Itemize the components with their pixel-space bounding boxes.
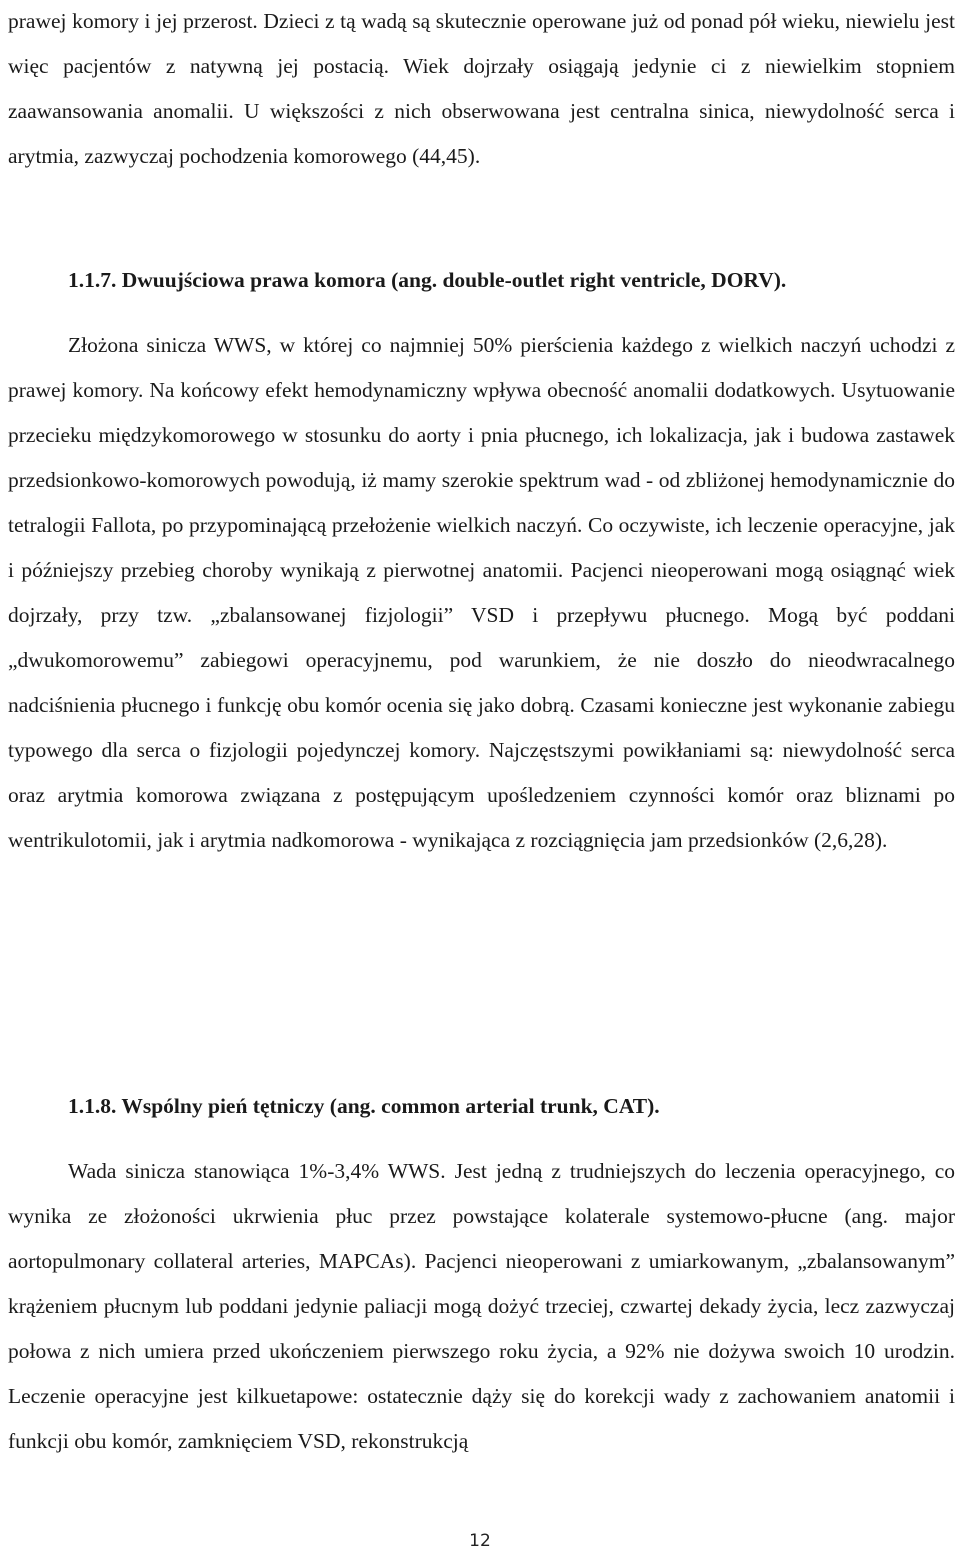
paragraph-cat: Wada sinicza stanowiąca 1%-3,4% WWS. Jest jedną z trudniejszych do leczenia operacyjnego, co wynika ze złożoności ukrwienia płuc przez powstające kolaterale systemowo-płucne (ang. major aortopulmonary collateral arteries, MAPCAs). Pacjenci nieoperowani z umiarkowanym, „zbalansowanym” krążeniem płucnym lub poddani jedynie paliacji mogą dożyć trzeciej, czwartej dekady życia, lecz zazwyczaj połowa z nich umiera przed ukończeniem pierwszego roku życia, a 92% nie dożywa swoich 10 urodzin. Leczenie operacyjne jest kilkuetapowe: ostatecznie dąży się do korekcji wady z zachowaniem anatomii i funkcji obu komór, zamknięciem VSD, rekonstrukcją	[8, 1159, 955, 1453]
section-heading-dorv: 1.1.7. Dwuujściowa prawa komora (ang. double-outlet right ventricle, DORV).	[68, 268, 787, 292]
section-heading-cat: 1.1.8. Wspólny pień tętniczy (ang. common arterial trunk, CAT).	[68, 1094, 660, 1118]
paragraph-intro: prawej komory i jej przerost. Dzieci z tą wadą są skutecznie operowane już od ponad pół wieku, niewielu jest więc pacjentów z natywną jej postacią. Wiek dojrzały osiągają jedynie ci z niewielkim stopniem zaawansowania anomalii. U większości z nich obserwowana jest centralna sinica, niewydolność serca i arytmia, zazwyczaj pochodzenia komorowego (44,45).	[8, 9, 955, 168]
paragraph-dorv: Złożona sinicza WWS, w której co najmniej 50% pierścienia każdego z wielkich naczyń uchodzi z prawej komory. Na końcowy efekt hemodynamiczny wpływa obecność anomalii dodatkowych. Usytuowanie przecieku międzykomorowego w stosunku do aorty i pnia płucnego, ich lokalizacja, jak i budowa zastawek przedsionkowo-komorowych powodują, iż mamy szerokie spektrum wad - od zbliżonej hemodynamicznie do tetralogii Fallota, po przypominającą przełożenie wielkich naczyń. Co oczywiste, ich leczenie operacyjne, jak i późniejszy przebieg choroby wynikają z pierwotnej anatomii. Pacjenci nieoperowani mogą osiągnąć wiek dojrzały, przy tzw. „zbalansowanej fizjologii” VSD i przepływu płucnego. Mogą być poddani „dwukomorowemu” zabiegowi operacyjnemu, pod warunkiem, że nie doszło do nieodwracalnego nadciśnienia płucnego i funkcję obu komór ocenia się jako dobrą. Czasami konieczne jest wykonanie zabiegu typowego dla serca o fizjologii pojedynczej komory. Najczęstszymi powikłaniami są: niewydolność serca oraz arytmia komorowa związana z postępującym upośledzeniem czynności komór oraz bliznami po wentrikulotomii, jak i arytmia nadkomorowa - wynikająca z rozciągnięcia jam przedsionków (2,6,28).	[8, 333, 955, 852]
page-number: 12	[469, 1531, 491, 1551]
